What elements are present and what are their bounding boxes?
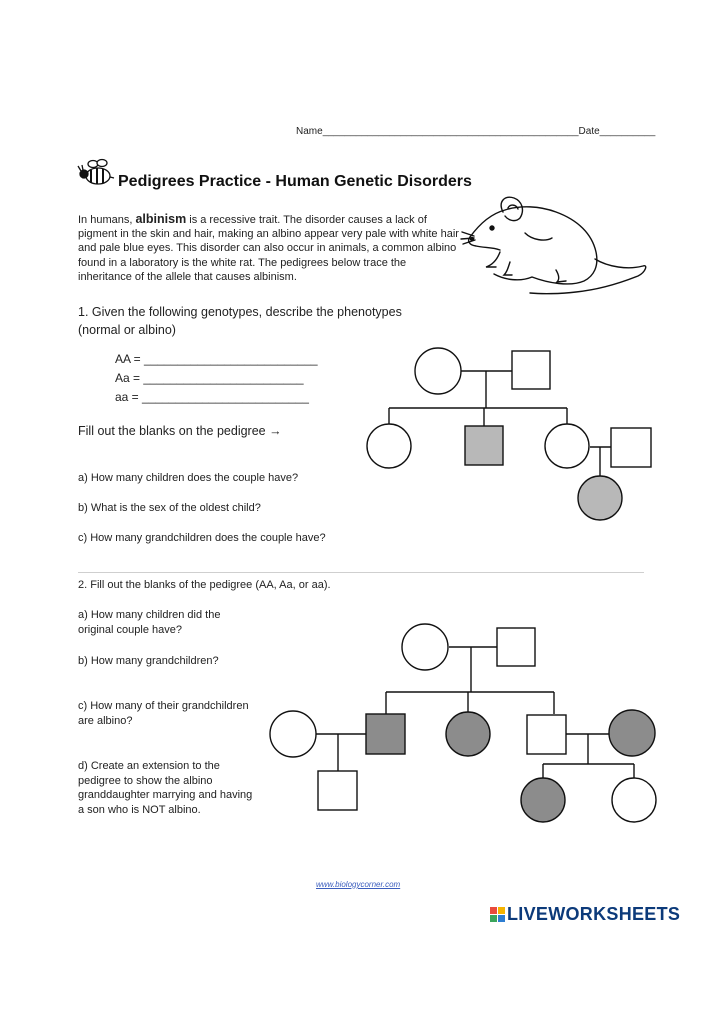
- date-label: Date: [578, 126, 600, 137]
- brand-text: LIVEWORKSHEETS: [507, 904, 681, 924]
- intro-before: In humans,: [78, 214, 136, 226]
- s2-question-c: c) How many of their grandchildren are albino?: [78, 700, 249, 727]
- genotype-aa-blank[interactable]: _________________________: [142, 390, 309, 404]
- section2-instruction: 2. Fill out the blanks of the pedigree (AA, Aa, or aa).: [78, 579, 331, 591]
- s2-question-a: a) How many children did the original couple have?: [78, 609, 221, 636]
- p2-child-3-male[interactable]: [527, 715, 566, 754]
- p2-child-1-male-albino[interactable]: [366, 714, 405, 754]
- genotype-Aa-label: Aa =: [115, 371, 141, 385]
- s1-question-c: c) How many grandchildren does the couple have?: [78, 532, 326, 544]
- fill-instruction-text: Fill out the blanks on the pedigree: [78, 424, 266, 438]
- footer-link[interactable]: www.biologycorner.com: [316, 880, 401, 889]
- s1-question-a: a) How many children does the couple have?: [78, 472, 299, 484]
- name-label: Name: [296, 126, 323, 137]
- name-blank[interactable]: ______________________________________________: [322, 126, 579, 137]
- fill-instruction: [78, 424, 282, 438]
- pedigree-1: [367, 348, 651, 520]
- section-divider: [78, 572, 644, 573]
- date-blank[interactable]: __________: [599, 126, 656, 137]
- intro-after: is a recessive trait. The disorder causes a lack of pigment in the skin and hair, making an albino appear very pale with white hair and pale blue eyes. This disorder can also occur in animals, a common albino found in a laboratory is the white rat. The pedigrees below trace the inheritance of the allele that causes albinism.: [78, 214, 459, 283]
- p1-spouse-male[interactable]: [611, 428, 651, 467]
- p2-grandmother[interactable]: [402, 624, 448, 670]
- rat-illustration: [461, 197, 646, 293]
- section1-question: 1. Given the following genotypes, describe the phenotypes (normal or albino): [78, 305, 402, 337]
- page-title: Pedigrees Practice - Human Genetic Disorders: [118, 173, 472, 190]
- genotype-aa-row: [115, 390, 309, 404]
- intro-term: albinism: [135, 212, 187, 226]
- genotype-AA-row: [115, 352, 318, 366]
- genotype-AA-label: AA =: [115, 352, 141, 366]
- genotype-Aa-row: [115, 371, 304, 385]
- p2-grandchild-2-female-albino[interactable]: [521, 778, 565, 822]
- p2-grandfather[interactable]: [497, 628, 535, 666]
- p1-grandfather[interactable]: [512, 351, 550, 389]
- s2-question-b: b) How many grandchildren?: [78, 655, 219, 667]
- p2-grandchild-3-female[interactable]: [612, 778, 656, 822]
- intro-paragraph: [78, 212, 463, 284]
- p2-grandchild-1-male[interactable]: [318, 771, 357, 810]
- p2-spouse-female[interactable]: [270, 711, 316, 757]
- pedigree-2: [270, 624, 656, 822]
- genotype-aa-label: aa =: [115, 390, 139, 404]
- liveworksheets-brand: [490, 904, 680, 925]
- bee-icon: [78, 160, 114, 185]
- s1-question-b: b) What is the sex of the oldest child?: [78, 502, 261, 514]
- p1-child-3-female[interactable]: [545, 424, 589, 468]
- p1-grandchild-albino[interactable]: [578, 476, 622, 520]
- p1-child-2-male-albino[interactable]: [465, 426, 503, 465]
- p2-child-2-female-albino[interactable]: [446, 712, 490, 756]
- liveworksheets-logo-icon: [490, 907, 505, 922]
- p2-spouse-female-albino[interactable]: [609, 710, 655, 756]
- genotype-Aa-blank[interactable]: ________________________: [143, 371, 304, 385]
- s2-question-d: d) Create an extension to the pedigree to show the albino granddaughter marrying and having a son who is NOT albino.: [78, 760, 253, 816]
- genotype-AA-blank[interactable]: __________________________: [144, 352, 318, 366]
- right-arrow-icon: →: [269, 424, 282, 438]
- p1-child-1-female[interactable]: [367, 424, 411, 468]
- p1-grandmother[interactable]: [415, 348, 461, 394]
